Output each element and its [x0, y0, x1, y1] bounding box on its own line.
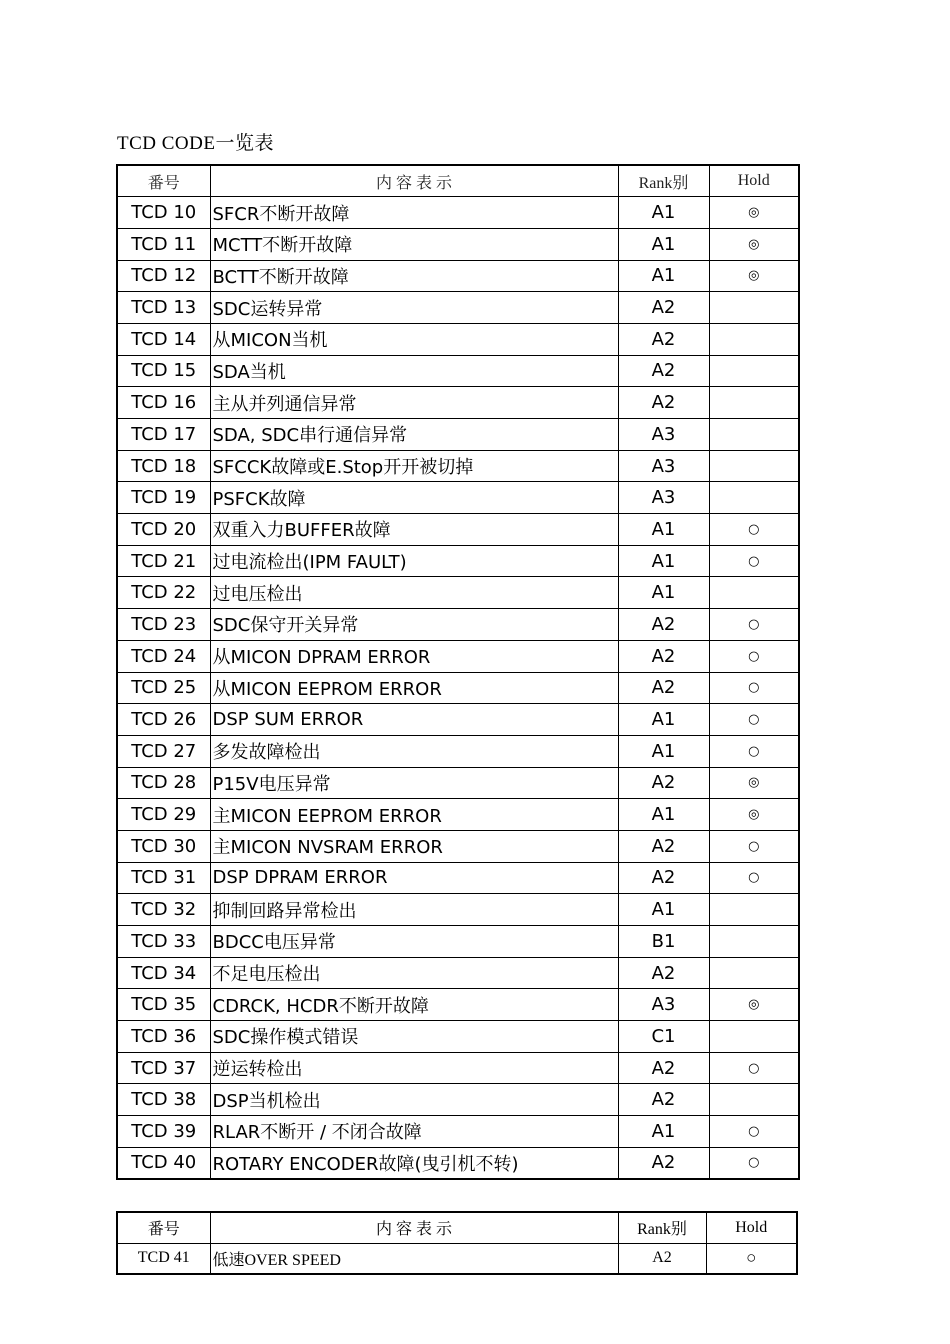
description-cell: SDA当机 [210, 355, 618, 387]
description-cell: DSP DPRAM ERROR [210, 862, 618, 894]
table-row [117, 799, 799, 831]
tcd-code-table [116, 164, 800, 1180]
rank-cell: A2 [618, 767, 709, 799]
hold-cell: ○ [709, 1147, 799, 1179]
page-title: TCD CODE一览表 [117, 133, 274, 154]
code-cell: TCD 37 [117, 1052, 210, 1084]
hold-cell [709, 957, 799, 989]
description-cell: 从MICON当机 [210, 323, 618, 355]
description-cell: SFCCK故障或E.Stop开开被切掉 [210, 450, 618, 482]
description-cell: BDCC电压异常 [210, 926, 618, 958]
code-cell: TCD 34 [117, 957, 210, 989]
rank-cell: A2 [618, 1052, 709, 1084]
header-code: 番号 [117, 165, 210, 197]
table-row [117, 577, 799, 609]
hold-cell [709, 894, 799, 926]
table-row [117, 735, 799, 767]
table-row [117, 450, 799, 482]
description-cell: 主从并列通信异常 [210, 387, 618, 419]
table-row [117, 704, 799, 736]
rank-cell: A3 [618, 989, 709, 1021]
table-body [117, 1243, 797, 1274]
table-row [117, 957, 799, 989]
description-cell: PSFCK故障 [210, 482, 618, 514]
table-header-row [117, 165, 799, 197]
rank-cell: A1 [618, 735, 709, 767]
description-cell: 不足电压检出 [210, 957, 618, 989]
rank-cell: A2 [618, 830, 709, 862]
description-cell: 逆运转检出 [210, 1052, 618, 1084]
hold-cell [709, 577, 799, 609]
description-cell: SDC操作模式错误 [210, 1021, 618, 1053]
hold-cell: ◎ [709, 989, 799, 1021]
hold-cell: ◎ [709, 197, 799, 229]
code-cell: TCD 26 [117, 704, 210, 736]
code-cell: TCD 20 [117, 514, 210, 546]
table-row [117, 894, 799, 926]
table-body [117, 197, 799, 1179]
description-cell: 从MICON EEPROM ERROR [210, 672, 618, 704]
table-row [117, 1084, 799, 1116]
rank-cell: A1 [618, 577, 709, 609]
header-hold: Hold [709, 165, 799, 197]
hold-cell: ○ [709, 704, 799, 736]
hold-cell: ○ [709, 640, 799, 672]
description-cell: 过电压检出 [210, 577, 618, 609]
hold-cell [709, 926, 799, 958]
hold-cell [709, 292, 799, 324]
rank-cell: A2 [618, 292, 709, 324]
code-cell: TCD 31 [117, 862, 210, 894]
hold-cell: ◎ [709, 228, 799, 260]
code-cell: TCD 41 [117, 1243, 210, 1274]
hold-cell: ○ [709, 1052, 799, 1084]
code-cell: TCD 22 [117, 577, 210, 609]
hold-cell [709, 482, 799, 514]
rank-cell: A1 [618, 514, 709, 546]
code-cell: TCD 32 [117, 894, 210, 926]
description-cell: SDC运转异常 [210, 292, 618, 324]
code-cell: TCD 12 [117, 260, 210, 292]
code-cell: TCD 36 [117, 1021, 210, 1053]
hold-cell: ○ [709, 514, 799, 546]
code-cell: TCD 13 [117, 292, 210, 324]
header-description: 内 容 表 示 [210, 165, 618, 197]
hold-cell [709, 1021, 799, 1053]
description-cell: CDRCK, HCDR不断开故障 [210, 989, 618, 1021]
code-cell: TCD 33 [117, 926, 210, 958]
hold-cell: ○ [706, 1243, 797, 1274]
rank-cell: A1 [618, 894, 709, 926]
code-cell: TCD 10 [117, 197, 210, 229]
table-row [117, 323, 799, 355]
rank-cell: A2 [618, 355, 709, 387]
hold-cell: ○ [709, 545, 799, 577]
tcd-code-table-continued [116, 1211, 798, 1275]
code-cell: TCD 28 [117, 767, 210, 799]
table-row [117, 989, 799, 1021]
code-cell: TCD 29 [117, 799, 210, 831]
table-row [117, 545, 799, 577]
code-cell: TCD 11 [117, 228, 210, 260]
description-cell: P15V电压异常 [210, 767, 618, 799]
rank-cell: A1 [618, 228, 709, 260]
code-cell: TCD 30 [117, 830, 210, 862]
code-cell: TCD 25 [117, 672, 210, 704]
table-row [117, 292, 799, 324]
description-cell: DSP SUM ERROR [210, 704, 618, 736]
table-row [117, 1243, 797, 1274]
code-cell: TCD 18 [117, 450, 210, 482]
code-cell: TCD 21 [117, 545, 210, 577]
table-row [117, 514, 799, 546]
table-row [117, 640, 799, 672]
description-cell: 主MICON EEPROM ERROR [210, 799, 618, 831]
header-description: 内 容 表 示 [210, 1212, 618, 1243]
description-cell: SFCR不断开故障 [210, 197, 618, 229]
table-row [117, 672, 799, 704]
description-cell: 抑制回路异常检出 [210, 894, 618, 926]
code-cell: TCD 27 [117, 735, 210, 767]
hold-cell: ○ [709, 862, 799, 894]
rank-cell: A2 [618, 609, 709, 641]
table-row [117, 830, 799, 862]
description-cell: 主MICON NVSRAM ERROR [210, 830, 618, 862]
rank-cell: A1 [618, 197, 709, 229]
hold-cell: ○ [709, 672, 799, 704]
code-cell: TCD 14 [117, 323, 210, 355]
table-row [117, 197, 799, 229]
rank-cell: A2 [618, 323, 709, 355]
code-cell: TCD 19 [117, 482, 210, 514]
code-cell: TCD 15 [117, 355, 210, 387]
hold-cell: ◎ [709, 260, 799, 292]
code-cell: TCD 39 [117, 1116, 210, 1148]
hold-cell [709, 450, 799, 482]
description-cell: ROTARY ENCODER故障(曳引机不转) [210, 1147, 618, 1179]
table-row [117, 260, 799, 292]
description-cell: MCTT不断开故障 [210, 228, 618, 260]
table-row [117, 419, 799, 451]
hold-cell [709, 419, 799, 451]
description-cell: SDA, SDC串行通信异常 [210, 419, 618, 451]
description-cell: 双重入力BUFFER故障 [210, 514, 618, 546]
table-row [117, 482, 799, 514]
rank-cell: A2 [618, 1243, 706, 1274]
description-cell: 低速OVER SPEED [210, 1243, 618, 1274]
table-row [117, 1147, 799, 1179]
rank-cell: A1 [618, 260, 709, 292]
code-cell: TCD 40 [117, 1147, 210, 1179]
rank-cell: A1 [618, 704, 709, 736]
hold-cell: ◎ [709, 767, 799, 799]
code-cell: TCD 23 [117, 609, 210, 641]
header-rank: Rank别 [618, 1212, 706, 1243]
hold-cell: ○ [709, 830, 799, 862]
rank-cell: A2 [618, 1147, 709, 1179]
description-cell: SDC保守开关异常 [210, 609, 618, 641]
description-cell: BCTT不断开故障 [210, 260, 618, 292]
table-row [117, 1052, 799, 1084]
header-hold: Hold [706, 1212, 797, 1243]
table-row [117, 1021, 799, 1053]
hold-cell: ◎ [709, 799, 799, 831]
description-cell: 从MICON DPRAM ERROR [210, 640, 618, 672]
hold-cell [709, 355, 799, 387]
rank-cell: A2 [618, 862, 709, 894]
hold-cell [709, 1084, 799, 1116]
table-row [117, 228, 799, 260]
table-row [117, 862, 799, 894]
rank-cell: A1 [618, 545, 709, 577]
code-cell: TCD 35 [117, 989, 210, 1021]
rank-cell: A2 [618, 640, 709, 672]
hold-cell [709, 387, 799, 419]
hold-cell: ○ [709, 735, 799, 767]
header-rank: Rank别 [618, 165, 709, 197]
table-row [117, 609, 799, 641]
rank-cell: A1 [618, 799, 709, 831]
table-row [117, 926, 799, 958]
rank-cell: A3 [618, 482, 709, 514]
rank-cell: A3 [618, 419, 709, 451]
table-row [117, 767, 799, 799]
table-row [117, 355, 799, 387]
code-cell: TCD 16 [117, 387, 210, 419]
rank-cell: A2 [618, 957, 709, 989]
table-header-row [117, 1212, 797, 1243]
rank-cell: B1 [618, 926, 709, 958]
rank-cell: A2 [618, 1084, 709, 1116]
header-code: 番号 [117, 1212, 210, 1243]
rank-cell: C1 [618, 1021, 709, 1053]
table-row [117, 1116, 799, 1148]
rank-cell: A2 [618, 387, 709, 419]
rank-cell: A3 [618, 450, 709, 482]
description-cell: DSP当机检出 [210, 1084, 618, 1116]
code-cell: TCD 24 [117, 640, 210, 672]
hold-cell [709, 323, 799, 355]
hold-cell: ○ [709, 1116, 799, 1148]
description-cell: 多发故障检出 [210, 735, 618, 767]
description-cell: RLAR不断开 / 不闭合故障 [210, 1116, 618, 1148]
code-cell: TCD 17 [117, 419, 210, 451]
code-cell: TCD 38 [117, 1084, 210, 1116]
rank-cell: A2 [618, 672, 709, 704]
rank-cell: A1 [618, 1116, 709, 1148]
hold-cell: ○ [709, 609, 799, 641]
table-row [117, 387, 799, 419]
description-cell: 过电流检出(IPM FAULT) [210, 545, 618, 577]
